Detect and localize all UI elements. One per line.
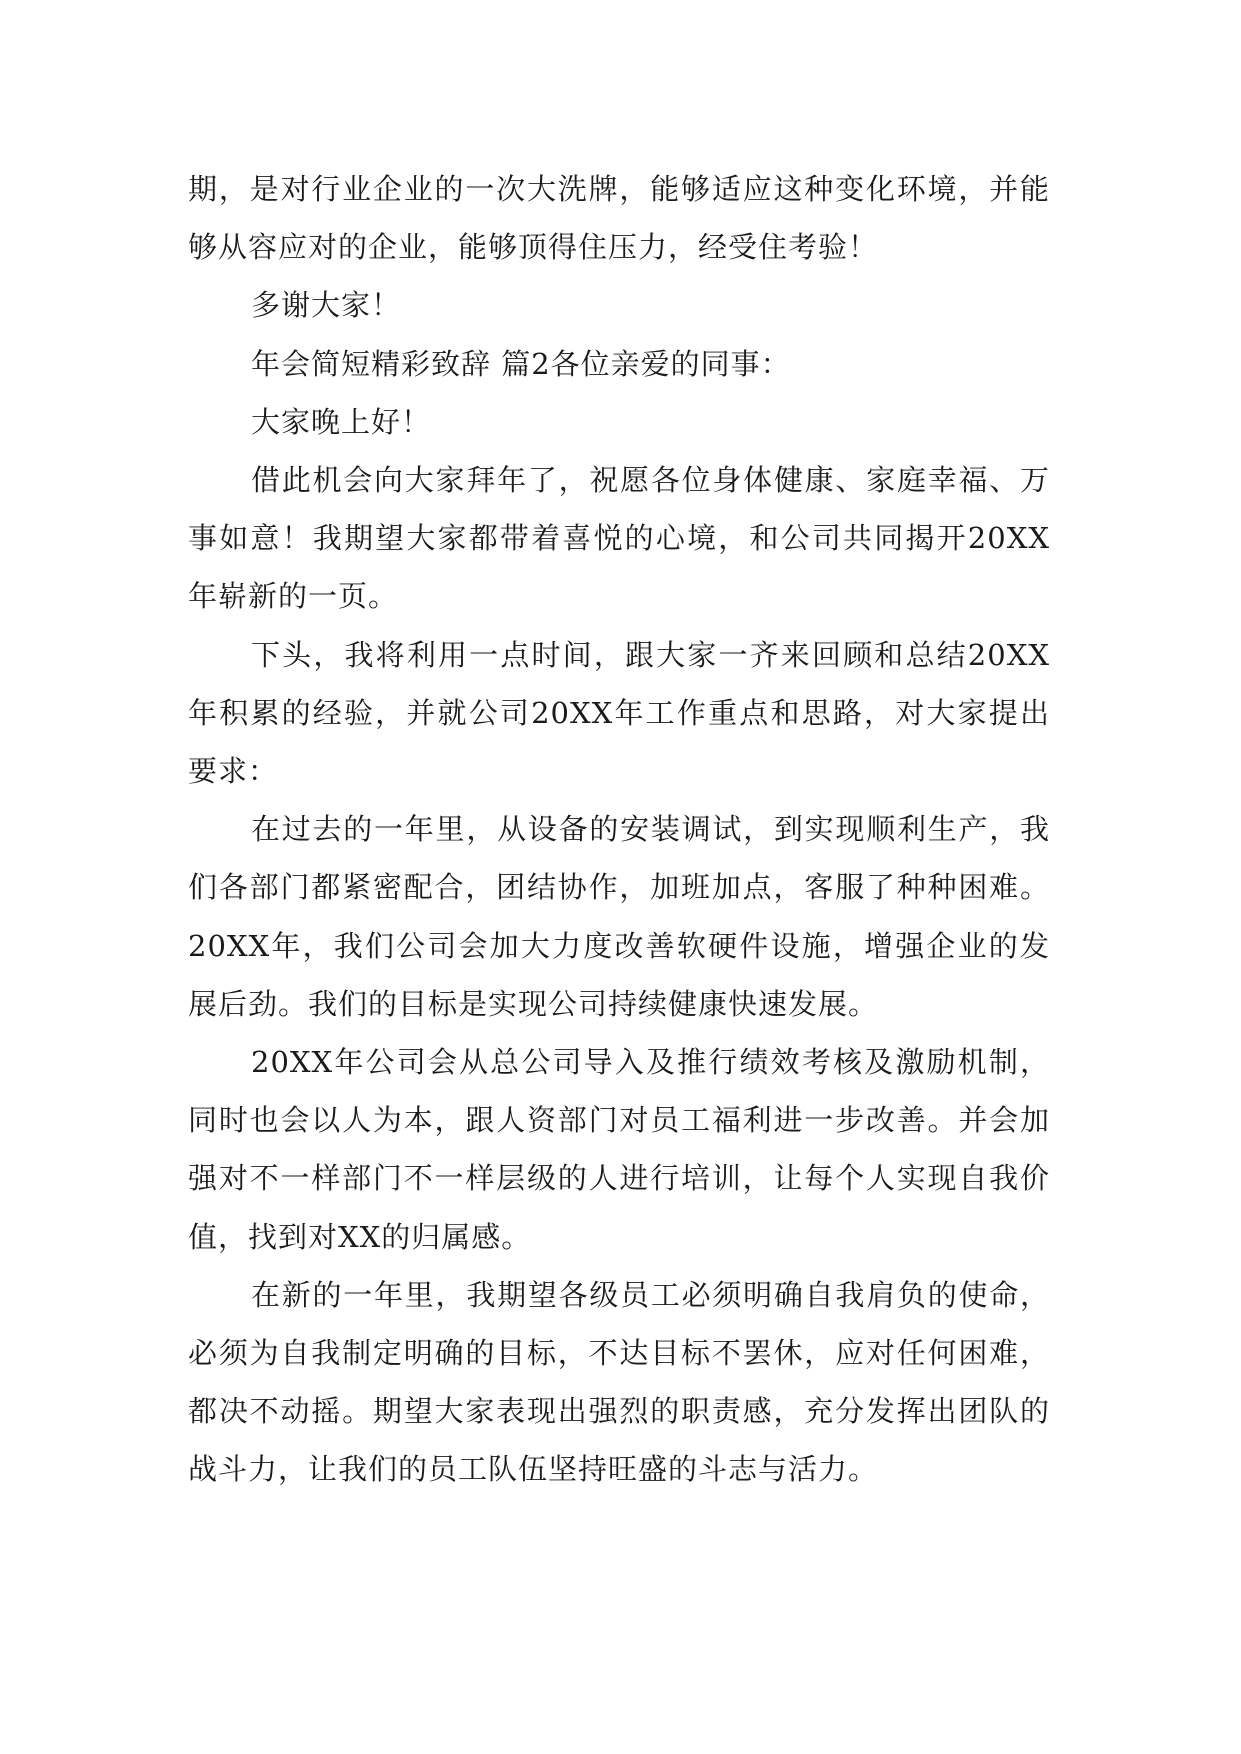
paragraph-speech-title: 年会简短精彩致辞 篇2各位亲爱的同事： xyxy=(251,346,791,381)
paragraph-new-year-wishes: 借此机会向大家拜年了，祝愿各位身体健康、家庭幸福、万事如意！我期望大家都带着喜悦的心境，和公司共同揭开20XX年崭新的一页。 xyxy=(188,463,1050,614)
paragraph-thanks: 多谢大家！ xyxy=(251,288,402,323)
document-body xyxy=(188,160,1050,1499)
paragraph-continuation: 期，是对行业企业的一次大洗牌，能够适应这种变化环境，并能够从容应对的企业，能够顶得住压力，经受住考验！ xyxy=(188,172,1050,265)
paragraph-past-year: 在过去的一年里，从设备的安装调试，到实现顺利生产，我们各部门都紧密配合，团结协作，加班加点，客服了种种困难。20XX年，我们公司会加大力度改善软硬件设施，增强企业的发展后劲。我们的目标是实现公司持续健康快速发展。 xyxy=(188,812,1050,1021)
paragraph-greeting: 大家晚上好！ xyxy=(251,404,432,439)
paragraph-review-intro: 下头，我将利用一点时间，跟大家一齐来回顾和总结20XX年积累的经验，并就公司20XX年工作重点和思路，对大家提出要求： xyxy=(188,637,1050,789)
paragraph-new-year-expectations: 在新的一年里，我期望各级员工必须明确自我肩负的使命，必须为自我制定明确的目标，不达目标不罢休，应对任何困难，都决不动摇。期望大家表现出强烈的职责感，充分发挥出团队的战斗力，让我们的员工队伍坚持旺盛的斗志与活力。 xyxy=(188,1277,1050,1487)
paragraph-performance-system: 20XX年公司会从总公司导入及推行绩效考核及激励机制，同时也会以人为本，跟人资部门对员工福利进一步改善。并会加强对不一样部门不一样层级的人进行培训，让每个人实现自我价值，找到对XX的归属感。 xyxy=(188,1045,1050,1254)
